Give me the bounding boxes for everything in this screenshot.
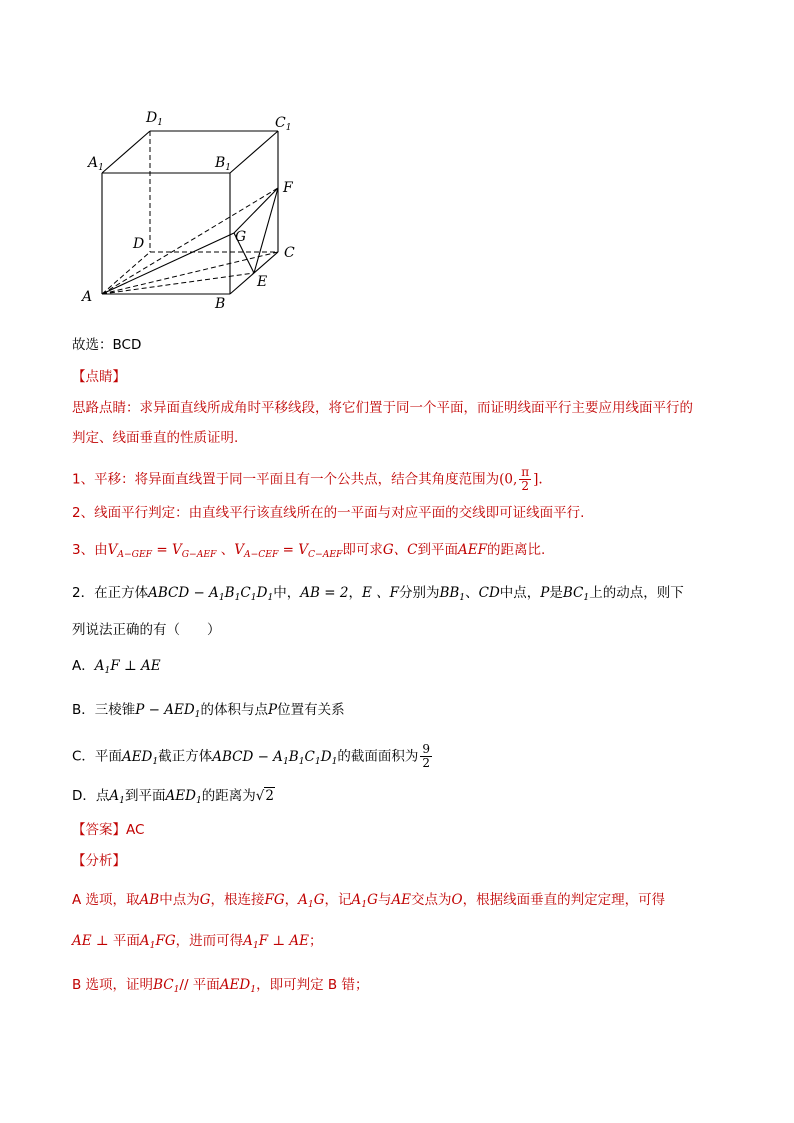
label-g: G: [235, 229, 247, 245]
cube-figure: [60, 100, 320, 315]
dianjing-heading: 【点睛】: [72, 369, 126, 385]
label-d1: $D_1$: [146, 110, 163, 128]
edge-a1-d1: [102, 131, 150, 173]
dianjing-item-2: 2、线面平行判定：由直线平行该直线所在的一平面与对应平面的交线即可证线面平行.: [72, 505, 585, 521]
seg-a-f: [102, 188, 278, 294]
label-e: E: [257, 274, 268, 290]
seg-a-c: [102, 252, 278, 294]
answer-line: 【答案】AC: [72, 822, 145, 838]
label-a: A: [82, 289, 93, 305]
label-b: B: [215, 296, 226, 312]
label-b1: $B_1$: [215, 155, 232, 173]
previous-answer: 故选：BCD: [72, 337, 142, 353]
dianjing-intro-1: 思路点睛：求异面直线所成角时平移线段，将它们置于同一个平面，而证明线面平行主要应用线面平行的: [72, 400, 693, 416]
option-c: C．平面$AED_1$截正方体ABCD − $A_1B_1C_1D_1$的截面面积为 $\frac{9}{2}$: [72, 742, 431, 770]
question-2-line-1: 2．在正方体ABCD − $A_1B_1C_1D_1$中，AB = 2，E 、F分别为$BB_1$、CD中点，P是$BC_1$上的动点，则下: [72, 585, 684, 603]
label-d: D: [133, 236, 145, 252]
analysis-b-line-1: B 选项，证明$BC_1//$ 平面$AED_1$，即可判定 B 错；: [72, 977, 369, 995]
edge-a-d: [102, 252, 150, 294]
option-d: D．点$A_1$到平面$AED_1$的距离为√2: [72, 788, 274, 806]
label-a1: $A_1$: [88, 155, 104, 173]
label-f: F: [283, 180, 293, 196]
dianjing-intro-2: 判定、线面垂直的性质证明.: [72, 430, 239, 446]
label-c: C: [284, 245, 295, 261]
dianjing-item-1: 1、平移：将异面直线置于同一平面且有一个公共点，结合其角度范围为(0, $\frac{\pi}{2}$ ].: [72, 465, 543, 493]
question-2-line-2: 列说法正确的有（ ）: [72, 622, 221, 638]
analysis-heading: 【分析】: [72, 853, 126, 869]
analysis-a-line-1: A 选项，取AB中点为G，根连接FG，$A_1G$，记$A_1G$与AE交点为O，根据线面垂直的判定定理，可得: [72, 892, 666, 910]
dianjing-item-3: 3、由$V_{A-GEF} = V_{G-AEF}$ 、$V_{A-CEF} = V_{C-AEF}$即可求G、C到平面AEF的距离比.: [72, 542, 546, 560]
label-c1: $C_1$: [275, 115, 292, 133]
analysis-a-line-2: AE ⊥ 平面$A_1FG$，进而可得$A_1F$ ⊥ AE；: [72, 933, 323, 951]
option-b: B．三棱锥$P - AED_1$的体积与点P位置有关系: [72, 702, 345, 720]
option-a: A．$A_1F$ ⊥ AE: [72, 658, 161, 676]
edge-b1-c1: [230, 131, 278, 173]
